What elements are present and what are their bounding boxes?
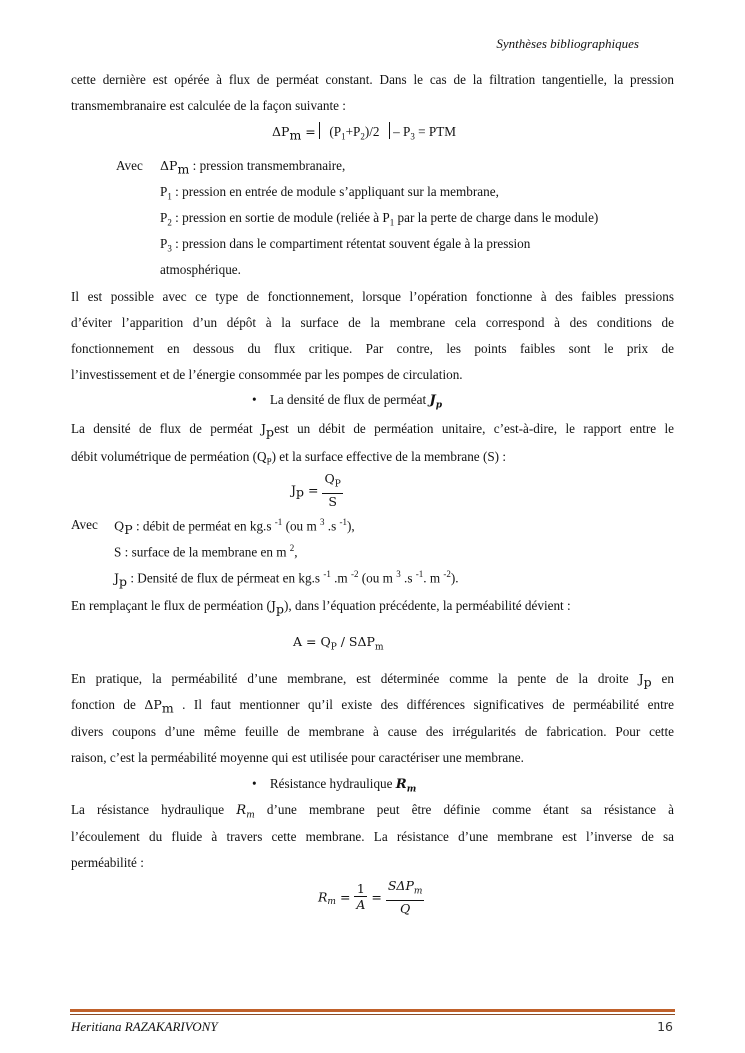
def-p3-continued: atmosphérique.	[160, 262, 241, 277]
abs-bar-right	[389, 122, 390, 139]
def-s: S : surface de la membrane en m $^2$,	[114, 543, 298, 560]
para2-line2: d’éviter l’apparition d’un dépôt à la surface de la membrane cela correspond à des conditions de	[71, 315, 674, 330]
para2-line1: Il est possible avec ce type de fonctionnement, lorsque l’opération fonctionne à des faibles pressions	[71, 289, 674, 304]
bullet-flux-density: • La densité de flux de perméat $J_p$	[252, 392, 443, 411]
para1-line1: cette dernière est opérée à flux de perméat constant. Dans le cas de la filtration tangentielle, la pression	[71, 72, 674, 87]
para4-line1: En remplaçant le flux de perméation $(J_p)$, dans l’équation précédente, la perméabilité dévient :	[71, 598, 571, 617]
defs1-avec: Avec	[116, 158, 143, 173]
para6-line3: perméabilité :	[71, 855, 144, 870]
para5-line2: fonction de $\Delta P_m$ . Il faut mentionner qu’il existe des différences significatives de perméabilité entre	[71, 697, 674, 716]
def-qp: $Q_P$ : débit de perméat en kg.s $^{-1}$ (ou m $^3$ .s $^{-1}$),	[114, 517, 355, 538]
bullet-dot: •	[252, 776, 257, 791]
def-p3: $P_3$ : pression dans le compartiment rétentat souvent égale à la pression	[160, 236, 531, 254]
para1-line2: transmembranaire est calculée de la façon suivante :	[71, 98, 346, 113]
equation-permeability: $A = Q_P / S\Delta P_m$	[293, 634, 384, 653]
equation-rm: $R_m$ = $\frac{1}{A}$ = $\frac{S\Delta P_m}{Q}$	[318, 878, 423, 916]
fraction-qp-over-s: $\frac{Q_P}{S}$	[324, 471, 341, 509]
equation-ptm: $\Delta P_m = (P_1+P_2)/2 - P_3$ = PTM	[272, 124, 457, 143]
equation-jp: $J_p$ = $\frac{Q_P}{S}$	[291, 471, 341, 509]
footer-author: Heritiana RAZAKARIVONY	[71, 1019, 218, 1034]
para5-line1: En pratique, la perméabilité d’une membrane, est déterminée comme la pente de la droite $J_p$ en	[71, 671, 674, 690]
footer-rule-thin	[70, 1014, 675, 1015]
para6-line1: La résistance hydraulique $R_m$ d’une membrane peut être définie comme étant sa résistance à	[71, 802, 674, 821]
fraction-sdpm-over-q: $\frac{S\Delta P_m}{Q}$	[387, 878, 423, 916]
def-p2: $P_2$ : pression en sortie de module (reliée à $P_1$ par la perte de charge dans le module)	[160, 210, 599, 228]
def-jp: $J_p$ : Densité de flux de pérmeat en kg.s $^{-1}$ .m $^{-2}$ (ou m $^3$ .s $^{-1}$. m $^{-2}$).	[114, 569, 459, 590]
def-delta-pm: $\Delta P_m$ : pression transmembranaire,	[160, 158, 346, 177]
para3-line1: La densité de flux de perméat $J_pest$ un débit de perméation unitaire, c’est-à-dire, le rapport entre le	[71, 421, 674, 440]
footer-rule-thick	[70, 1009, 675, 1012]
bullet-dot: •	[252, 392, 257, 407]
defs2-avec: Avec	[71, 517, 98, 532]
para5-line3: divers coupons d’une même feuille de membrane à cause des irrégularités de fabrication. Pour cette	[71, 724, 674, 739]
running-header: Synthèses bibliographiques	[496, 36, 639, 51]
para2-line3: fonctionnement en dessous du flux critique. Par contre, les points faibles sont le prix de	[71, 341, 674, 356]
fraction-1-over-a: $\frac{1}{A}$	[356, 881, 366, 913]
def-p1: $P_1$ : pression en entrée de module s’appliquant sur la membrane,	[160, 184, 499, 202]
abs-bar-left	[319, 122, 320, 139]
para6-line2: l’écoulement du fluide à travers cette membrane. La résistance d’une membrane est l’inverse de sa	[71, 829, 674, 844]
para3-line2: débit volumétrique de perméation $(Q_P)$ et la surface effective de la membrane (S) :	[71, 449, 507, 467]
para5-line4: raison, c’est la perméabilité moyenne qui est utilisée pour caractériser une membrane.	[71, 750, 524, 765]
page-number: 16	[657, 1019, 673, 1034]
bullet-hydraulic-resistance: • Résistance hydraulique $R_m$	[252, 776, 417, 795]
para2-line4: l’investissement et de l’énergie consommée par les pompes de circulation.	[71, 367, 463, 382]
